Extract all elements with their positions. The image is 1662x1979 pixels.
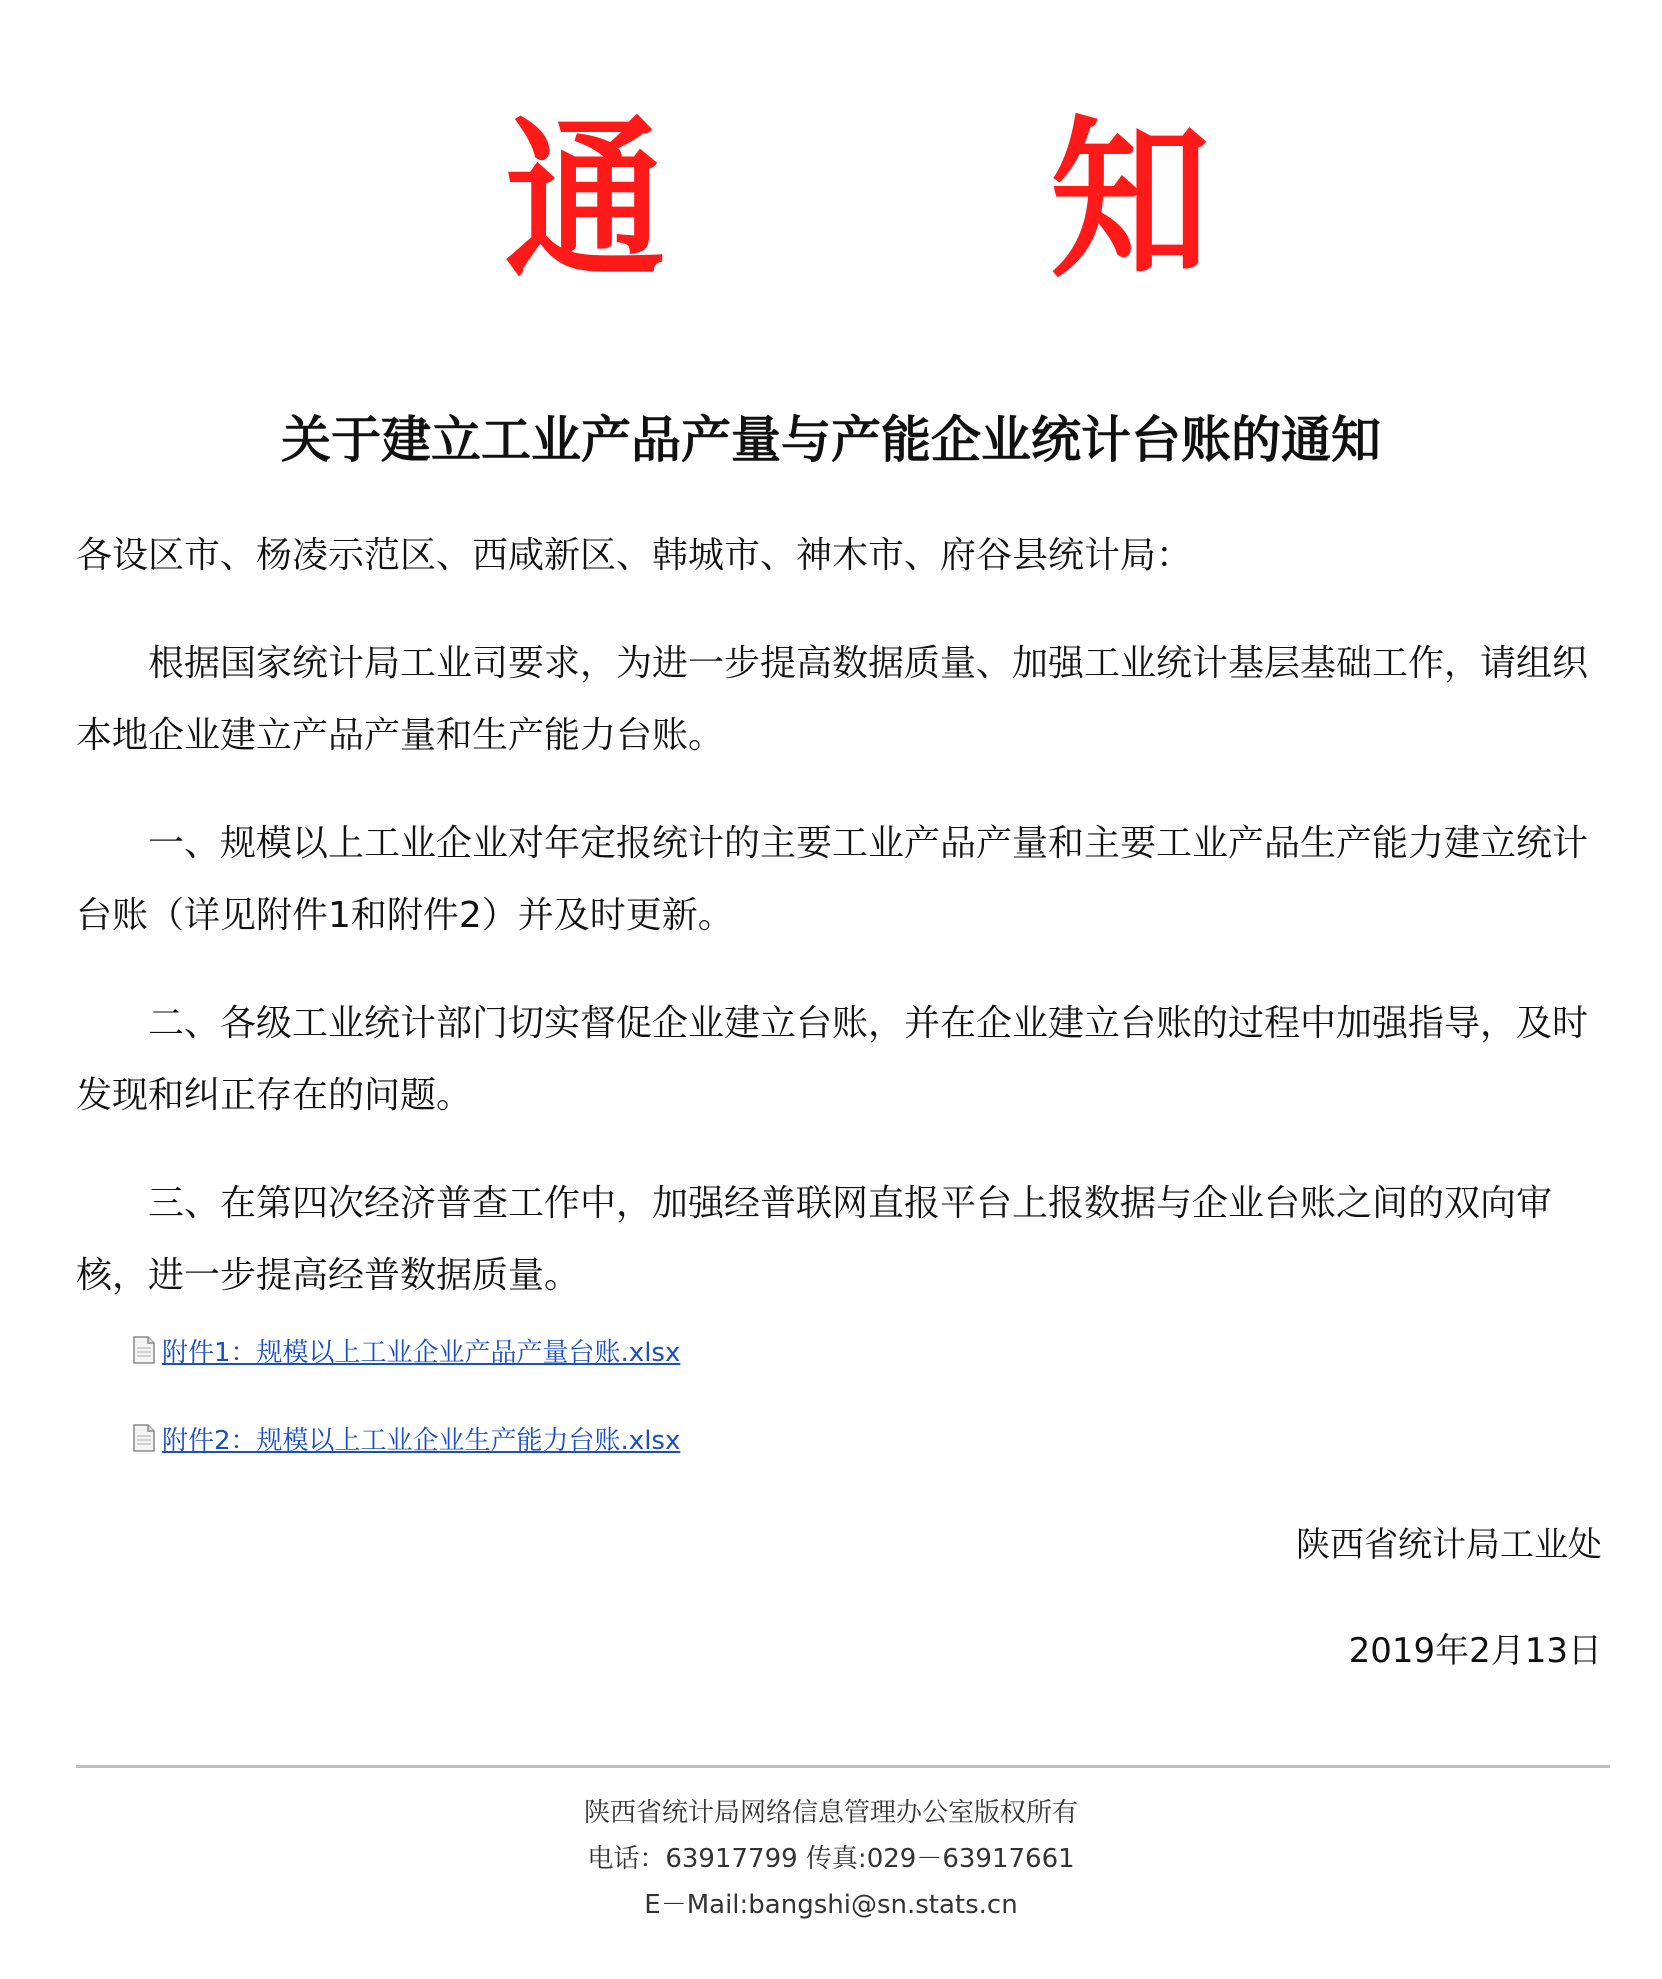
- paragraph-intro: 根据国家统计局工业司要求，为进一步提高数据质量、加强工业统计基层基础工作，请组织本地企业建立产品产量和生产能力台账。: [76, 643, 1589, 756]
- banner-char-tong: 通: [505, 98, 666, 302]
- footer-phone: 电话：63917799 传真:029－63917661: [587, 1844, 1075, 1874]
- paragraph-item-2: 二、各级工业统计部门切实督促企业建立台账，并在企业建立台账的过程中加强指导，及时发现和纠正存在的问题。: [76, 1003, 1589, 1116]
- salutation: 各设区市、杨凌示范区、西咸新区、韩城市、神木市、府谷县统计局：: [76, 535, 1193, 576]
- banner-char-zhi: 知: [1050, 98, 1211, 302]
- signature-block: [1296, 1520, 1602, 1676]
- page-footer: [0, 1790, 1662, 1928]
- paragraph-item-3: 三、在第四次经济普查工作中，加强经普联网直报平台上报数据与企业台账之间的双向审核，进一步提高经普数据质量。: [76, 1183, 1553, 1296]
- notice-banner: [0, 100, 1662, 300]
- paragraph-item-1: 一、规模以上工业企业对年定报统计的主要工业产品产量和主要工业产品生产能力建立统计台账（详见附件1和附件2）并及时更新。: [76, 823, 1589, 936]
- attachment-link-1[interactable]: 附件1：规模以上工业企业产品产量台账.xlsx: [162, 1337, 681, 1368]
- signature-org: 陕西省统计局工业处: [1296, 1525, 1602, 1565]
- footer-copyright: 陕西省统计局网络信息管理办公室版权所有: [583, 1798, 1078, 1828]
- footer-email: E－Mail:bangshi@sn.stats.cn: [644, 1890, 1018, 1920]
- attachment-list: [132, 1330, 680, 1506]
- attachment-item: [132, 1330, 680, 1370]
- document-title: 关于建立工业产品产量与产能企业统计台账的通知: [281, 411, 1381, 469]
- attachment-item: [132, 1418, 680, 1458]
- file-icon: [132, 1336, 156, 1364]
- signature-date: 2019年2月13日: [1348, 1631, 1602, 1671]
- document-body: [76, 520, 1596, 1348]
- file-icon: [132, 1424, 156, 1452]
- footer-divider: [76, 1765, 1610, 1768]
- attachment-link-2[interactable]: 附件2：规模以上工业企业生产能力台账.xlsx: [162, 1425, 681, 1456]
